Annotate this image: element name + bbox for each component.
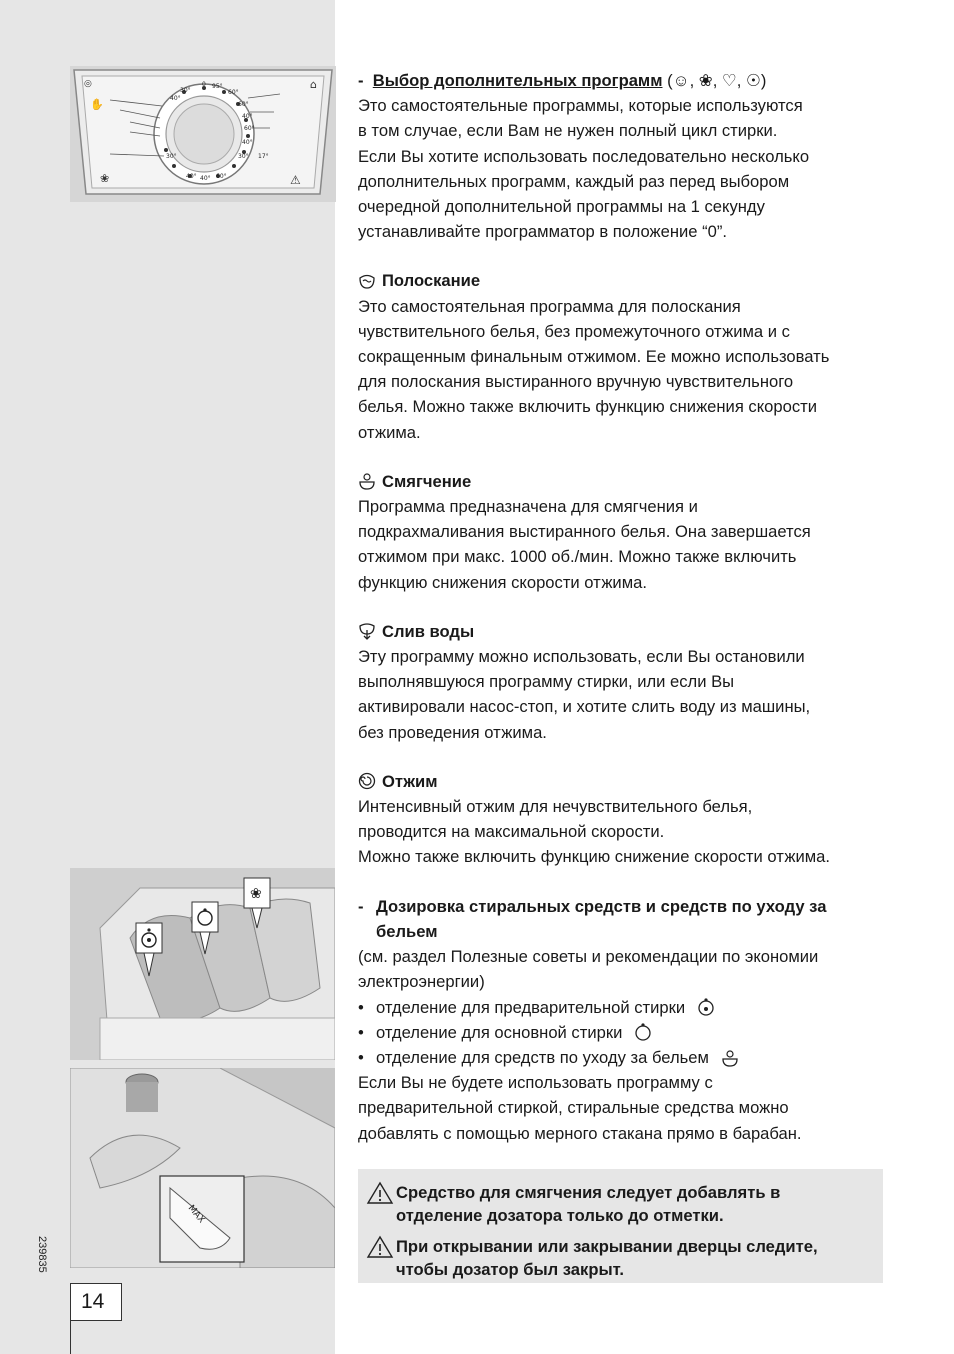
drawer-compartments-drawing [70, 868, 335, 1060]
bullet-text: отделение для предварительной стирки [376, 997, 686, 1017]
paragraph-line: функцию снижения скорости отжима. [358, 572, 647, 592]
dial-label: 60° [244, 125, 255, 132]
extra-programs-icons: (☺, ❀, ♡, ☉) [667, 71, 767, 90]
dial-label: 40° [186, 173, 197, 180]
paragraph-line: без проведения отжима. [358, 722, 547, 742]
warning-triangle-icon [366, 1235, 396, 1259]
warning-line: чтобы дозатор был закрыт. [396, 1260, 624, 1279]
paragraph-line: Если Вы не будете использовать программу с [358, 1073, 713, 1093]
paragraph-line: Программа предназначена для смягчения и [358, 497, 698, 517]
softener-heading [358, 469, 884, 494]
dosing-title-line: Дозировка стиральных средств и средств по уходу за [376, 896, 827, 916]
rinse-icon [358, 272, 376, 290]
dial-label: 95° [212, 83, 223, 90]
paragraph-line: выполнявшуюся программу стирки, или если Вы [358, 672, 735, 692]
warning-line: При открывании или закрывании дверцы следите, [396, 1237, 818, 1256]
paragraph-line: добавлять с помощью мерного стакана прямо в барабан. [358, 1123, 802, 1143]
paragraph-line: белья. Можно также включить функцию снижения скорости [358, 397, 818, 417]
heading-dash: - [358, 71, 364, 90]
dial-label: 17° [258, 153, 269, 160]
prewash-icon [697, 998, 715, 1016]
paragraph-line: Эту программу можно использовать, если Вы остановили [358, 647, 805, 667]
bullet-text: отделение для основной стирки [376, 1022, 623, 1042]
paragraph-line: отжимом при макс. 1000 об./мин. Можно также включить [358, 547, 797, 567]
paragraph-line: дополнительных программ, каждый раз перед выбором [358, 171, 790, 191]
paragraph-line: Если Вы хотите использовать последовательно несколько [358, 146, 810, 166]
svg-text:❀: ❀ [100, 172, 110, 185]
dial-label: 60° [238, 101, 249, 108]
dial-label: 40° [242, 139, 253, 146]
paragraph-line: Можно также включить функцию снижение скорости отжима. [358, 847, 830, 867]
softener-drawer-image [70, 1068, 335, 1268]
warning-item [366, 1181, 780, 1227]
list-item: • отделение для основной стирки [358, 1020, 884, 1045]
spin-icon [358, 772, 376, 790]
paragraph-line: предварительной стиркой, стиральные средства можно [358, 1098, 789, 1118]
paragraph-line: (см. раздел Полезные советы и рекомендации по экономии [358, 947, 819, 967]
drain-heading [358, 619, 884, 644]
paragraph-line: для полоскания выстиранного вручную чувствительного [358, 372, 794, 392]
bullet-text: отделение для средств по уходу за бельем [376, 1047, 709, 1067]
paragraph-line: активировали насос-стоп, и хотите слить воду из машины, [358, 697, 811, 717]
warning-line: Средство для смягчения следует добавлять в [396, 1183, 781, 1202]
warning-box [358, 1169, 883, 1283]
drawer-max-mark-drawing [70, 1068, 335, 1268]
extra-programs-title: Выбор дополнительных программ [372, 71, 663, 90]
spin-heading [358, 769, 884, 794]
dial-label: 40° [200, 175, 211, 182]
dial-label: 30° [166, 153, 177, 160]
rinse-heading [358, 268, 884, 293]
paragraph-line: проводится на максимальной скорости. [358, 822, 665, 842]
softener-icon [358, 472, 376, 490]
page-number: 14 [70, 1283, 122, 1321]
paragraph-line: Интенсивный отжим для нечувствительного белья, [358, 797, 753, 817]
paragraph-line: в том случае, если Вам не нужен полный цикл стирки. [358, 121, 778, 141]
mainwash-icon [634, 1023, 652, 1041]
paragraph-line: электроэнергии) [358, 972, 485, 992]
softener-icon [721, 1049, 739, 1067]
spin-title: Отжим [382, 771, 438, 791]
paragraph-line: сокращенным финальным отжимом. Ее можно использовать [358, 347, 830, 367]
warning-line: отделение дозатора только до отметки. [396, 1206, 724, 1225]
list-item: • отделение для средств по уходу за бельем [358, 1045, 884, 1070]
dial-label: 40° [242, 113, 253, 120]
paragraph-line: подкрахмаливания выстиранного белья. Она завершается [358, 522, 811, 542]
image-code: 239835 [36, 1236, 48, 1273]
paragraph-line: Это самостоятельная программа для полоскания [358, 296, 741, 316]
paragraph-line: отжима. [358, 422, 421, 442]
heading-dash: - [358, 896, 364, 916]
paragraph-line: чувствительного белья, без промежуточного отжима и с [358, 321, 790, 341]
detergent-drawer-image [70, 868, 335, 1060]
rinse-title: Полоскание [382, 271, 481, 291]
paragraph-line: устанавливайте программатор в положение “0”. [358, 222, 727, 242]
paragraph-line: Это самостоятельные программы, которые используются [358, 96, 803, 116]
dial-label: 40° [170, 95, 181, 102]
dial-label: 60° [228, 89, 239, 96]
svg-text:⚠: ⚠ [290, 173, 301, 187]
svg-text:MAX: MAX [185, 1203, 207, 1226]
dosing-title-line: бельем [376, 921, 438, 941]
warning-triangle-icon [366, 1181, 396, 1205]
dial-label: 30° [180, 87, 191, 94]
svg-text:✋: ✋ [90, 98, 104, 111]
spacer [358, 870, 884, 894]
drain-icon [358, 622, 376, 640]
warning-item [366, 1235, 818, 1281]
svg-text:◎: ◎ [84, 79, 92, 89]
control-panel-drawing [70, 66, 336, 202]
page-number-rule [70, 1320, 71, 1354]
list-item: • отделение для предварительной стирки [358, 995, 884, 1020]
dial-label: 0 [202, 81, 206, 88]
paragraph-line: очередной дополнительной программы на 1 секунду [358, 197, 765, 217]
svg-text:⌂: ⌂ [310, 78, 317, 91]
control-panel-image [70, 66, 336, 202]
dosing-heading [358, 894, 884, 944]
dial-label: 60° [216, 173, 227, 180]
dial-label: 30° [238, 153, 249, 160]
extra-programs-heading [358, 68, 884, 93]
softener-title: Смягчение [382, 471, 472, 491]
main-content [358, 68, 884, 1146]
svg-text:❀: ❀ [250, 886, 262, 902]
drain-title: Слив воды [382, 621, 475, 641]
